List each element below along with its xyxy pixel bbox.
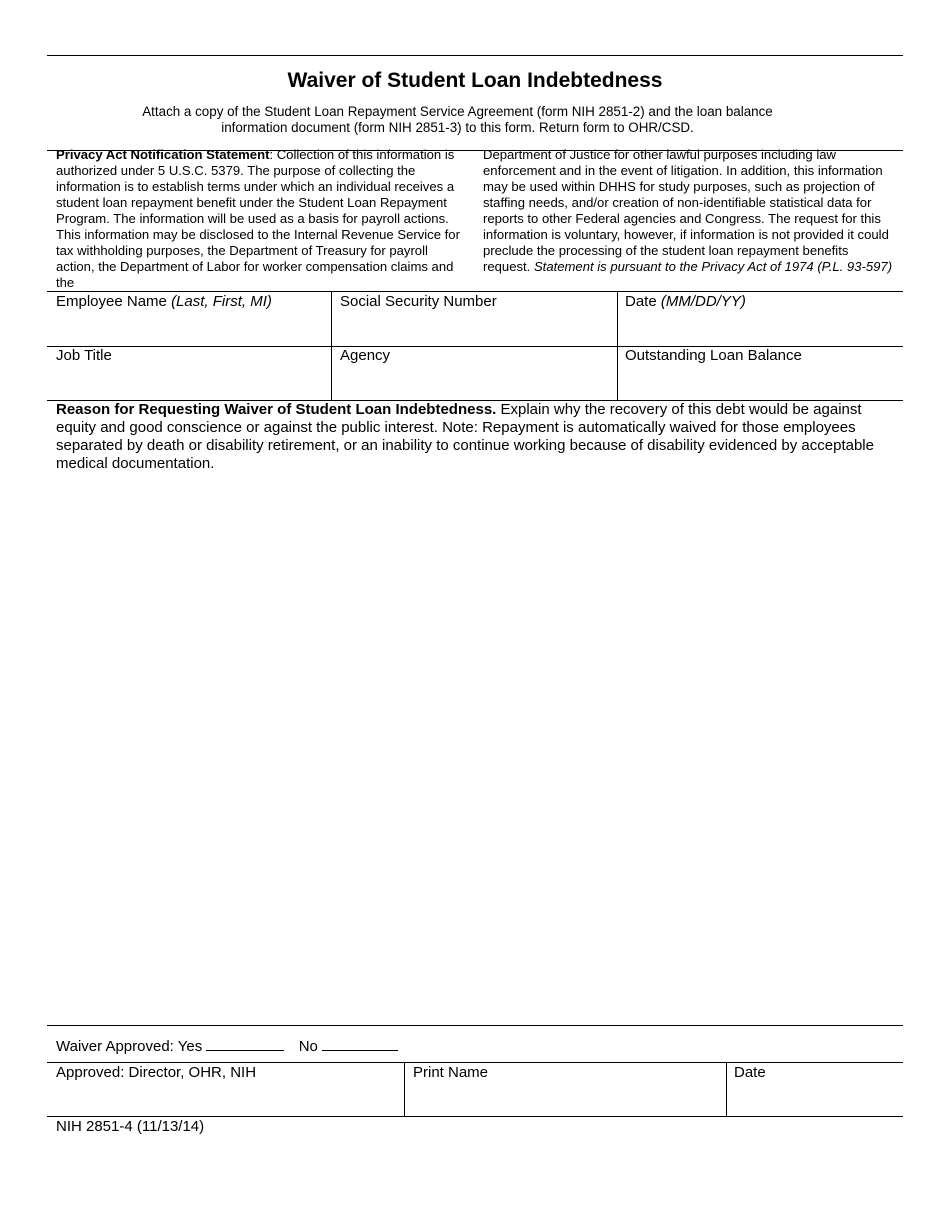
privacy-left-text: : Collection of this information is authorized under 5 U.S.C. 5379. The purpose of collecting the information is to establish terms under which an individual receives a student loan repayment benefit under the Student Loan Repayment Program. The information will be used as a basis for payroll actions. This information may be disclosed to the Internal Revenue Service for tax withholding purposes, the Department of Treasury for payroll action, the Department of Labor for worker compensation claims and the (56, 147, 460, 290)
reason-text: Explain why the recovery of this debt would be against equity and good conscience or against the public interest. Note: Repayment is automatically waived for those employees separated by death or disability retirement, or an inability to continue working because of disability evidenced by acceptable medical documentation. (56, 401, 874, 472)
agency-field[interactable] (340, 347, 390, 365)
privacy-statement-left (56, 147, 461, 292)
date-field[interactable] (625, 293, 746, 311)
privacy-statute: Statement is pursuant to the Privacy Act of 1974 (P.L. 93-597) (533, 259, 893, 274)
reason-section[interactable] (56, 401, 901, 473)
approval-divider-2 (726, 1062, 727, 1116)
approval-mid-rule (47, 1062, 903, 1063)
privacy-heading: Privacy Act Notification Statement (56, 147, 270, 162)
form-number: NIH 2851-4 (11/13/14) (56, 1118, 205, 1135)
top-rule (47, 55, 903, 56)
date-hint: (MM/DD/YY) (660, 293, 746, 310)
ssn-field[interactable] (340, 293, 497, 311)
grid-divider-2 (617, 291, 618, 400)
job-title-label: Job Title (56, 347, 112, 364)
agency-label: Agency (340, 347, 391, 364)
approval-top-rule (47, 1025, 903, 1026)
employee-name-label: Employee Name (56, 293, 172, 310)
waiver-approval-row (56, 1036, 398, 1056)
instructions-line-2: information document (form NIH 2851-3) to this form. Return form to OHR/CSD. (221, 120, 694, 135)
loan-balance-field[interactable] (625, 347, 802, 365)
reason-heading: Reason for Requesting Waiver of Student Loan Indebtedness. (56, 401, 497, 418)
grid-rule-1 (47, 291, 903, 292)
grid-divider-1 (331, 291, 332, 400)
job-title-field[interactable] (56, 347, 112, 365)
approval-bottom-rule (47, 1116, 903, 1117)
form-instructions (110, 104, 805, 136)
employee-name-hint: (Last, First, MI) (171, 293, 272, 310)
waiver-approved-label: Waiver Approved: Yes (56, 1038, 203, 1055)
approval-date-label: Date (734, 1064, 766, 1081)
approved-by-label: Approved: Director, OHR, NIH (56, 1064, 257, 1081)
approval-divider-1 (404, 1062, 405, 1116)
date-label: Date (625, 293, 661, 310)
print-name-field[interactable] (413, 1064, 488, 1082)
employee-name-field[interactable] (56, 293, 272, 311)
form-title: Waiver of Student Loan Indebtedness (287, 69, 663, 92)
yes-blank[interactable] (206, 1036, 284, 1051)
print-name-label: Print Name (413, 1064, 489, 1081)
loan-balance-label: Outstanding Loan Balance (625, 347, 802, 364)
instructions-line-1: Attach a copy of the Student Loan Repayment Service Agreement (form NIH 2851-2) and the loan balance (142, 104, 773, 119)
privacy-right-text: Department of Justice for other lawful purposes including law enforcement and in the event of litigation. In addition, this information may be used within DHHS for study purposes, such as projection of staffing needs, and/or creation of non-identifiable statistical data for reports to other Federal agencies and Congress. The request for this information is voluntary, however, if information is not provided it could preclude the processing of the student loan repayment benefits request. (483, 147, 889, 274)
no-label: No (298, 1038, 318, 1055)
ssn-label: Social Security Number (340, 293, 497, 310)
approval-date-field[interactable] (734, 1064, 766, 1082)
no-blank[interactable] (322, 1036, 398, 1051)
privacy-statement-right (483, 147, 893, 292)
approved-by-field[interactable] (56, 1064, 256, 1082)
